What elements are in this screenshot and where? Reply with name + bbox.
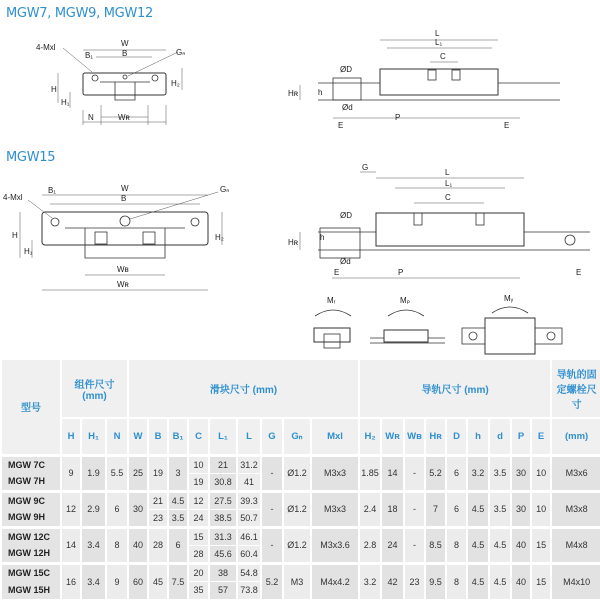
- table-cell: 5.5: [106, 455, 128, 491]
- table-cell: 3: [168, 455, 188, 491]
- dimension-label: P: [398, 268, 404, 277]
- table-row: [1, 455, 600, 473]
- table-cell: 5.2: [425, 455, 446, 491]
- table-cell: 19: [148, 455, 168, 491]
- column-header: C: [188, 418, 209, 455]
- dimension-label: Ød: [340, 257, 351, 266]
- table-cell: M4x8: [551, 527, 600, 563]
- table-cell: 10: [531, 491, 551, 527]
- table-cell: 6: [168, 527, 188, 563]
- column-header: H: [61, 418, 81, 455]
- table-cell: 38: [209, 563, 237, 581]
- table-cell: 30: [511, 455, 531, 491]
- table-cell: 14: [61, 527, 81, 563]
- table-cell: 6: [106, 491, 128, 527]
- table-cell: 45: [148, 563, 168, 599]
- table-cell: 50.7: [237, 509, 261, 527]
- table-cell: 4.5: [467, 491, 489, 527]
- table-cell: 4.5: [489, 527, 511, 563]
- dimension-label: E: [338, 121, 344, 130]
- dimension-label: W: [121, 39, 129, 48]
- table-cell: 3.5: [489, 455, 511, 491]
- table-cell: M3x3: [311, 491, 359, 527]
- header-rail-dimensions: 导轨尺寸 (mm): [359, 360, 551, 418]
- column-header: h: [467, 418, 489, 455]
- model-name: MGW 12H: [1, 545, 61, 563]
- table-cell: 23: [148, 509, 168, 527]
- table-cell: M3x8: [551, 491, 600, 527]
- table-cell: 1.9: [81, 455, 106, 491]
- table-cell: 28: [148, 527, 168, 563]
- table-cell: 8.5: [425, 527, 446, 563]
- table-cell: 31.2: [237, 455, 261, 473]
- table-cell: 30: [511, 491, 531, 527]
- dimension-label: Ød: [342, 103, 353, 112]
- table-cell: 20: [188, 563, 209, 581]
- model-name: MGW 15H: [1, 581, 61, 599]
- dimension-label: H₂: [171, 79, 180, 88]
- dimension-label: h: [318, 88, 323, 97]
- table-cell: 18: [381, 491, 404, 527]
- table-cell: 12: [188, 491, 209, 509]
- table-cell: -: [261, 527, 283, 563]
- table-cell: 14: [381, 455, 404, 491]
- header-rail-bolt-size: 导轨的固定螺栓尺寸: [551, 360, 600, 418]
- dimension-label: Mᵧ: [504, 294, 514, 303]
- table-cell: 2.9: [81, 491, 106, 527]
- model-name: MGW 15C: [1, 563, 61, 581]
- column-header: Wʙ: [404, 418, 425, 455]
- dimension-label: B: [121, 194, 127, 203]
- table-cell: M3: [283, 563, 311, 599]
- dimension-label: H: [12, 231, 18, 240]
- table-cell: 6: [446, 491, 467, 527]
- dimension-label: C: [440, 52, 446, 61]
- dimension-label: B₁: [85, 51, 94, 60]
- table-cell: 5.2: [261, 563, 283, 599]
- model-name: MGW 9C: [1, 491, 61, 509]
- dimension-label: Hʀ: [288, 238, 299, 247]
- table-cell: Ø1.2: [283, 491, 311, 527]
- table-cell: 41: [237, 473, 261, 491]
- table-cell: 45.6: [209, 545, 237, 563]
- moment-my-diagram: [462, 294, 562, 354]
- dimension-label: C: [445, 193, 451, 202]
- table-cell: 4.5: [168, 491, 188, 509]
- table-cell: 3.5: [168, 509, 188, 527]
- table-cell: 4.5: [467, 527, 489, 563]
- table-cell: -: [261, 491, 283, 527]
- dimension-label: G: [362, 163, 369, 172]
- dimension-label: E: [576, 268, 582, 277]
- table-cell: 21: [148, 491, 168, 509]
- table-cell: 15: [531, 563, 551, 599]
- table-cell: 60.4: [237, 545, 261, 563]
- section-title-mgw15: MGW15: [6, 150, 56, 165]
- moment-mr-diagram: [314, 296, 351, 348]
- column-header: B: [148, 418, 168, 455]
- header-assembly-dimensions: 组件尺寸 (mm): [61, 360, 128, 418]
- dimension-label: H₁: [61, 98, 70, 107]
- header-block-dimensions: 滑块尺寸 (mm): [128, 360, 359, 418]
- column-header: H₂: [359, 418, 381, 455]
- table-cell: 31.3: [209, 527, 237, 545]
- table-cell: 57: [209, 581, 237, 599]
- dimension-label: Hʀ: [288, 89, 299, 98]
- table-cell: 4.5: [489, 563, 511, 599]
- table-cell: 19: [188, 473, 209, 491]
- table-cell: 8: [106, 527, 128, 563]
- column-header: N: [106, 418, 128, 455]
- dimension-label: h: [320, 233, 325, 242]
- table-cell: 16: [61, 563, 81, 599]
- table-cell: 10: [531, 455, 551, 491]
- table-cell: 3.2: [467, 455, 489, 491]
- model-name: MGW 7C: [1, 455, 61, 473]
- column-header: H₁: [81, 418, 106, 455]
- dimension-label: L₁: [445, 179, 453, 188]
- table-row: [1, 527, 600, 545]
- table-cell: 3.5: [489, 491, 511, 527]
- table-cell: Ø1.2: [283, 527, 311, 563]
- table-cell: 3.2: [359, 563, 381, 599]
- header-model: 型号: [1, 360, 61, 455]
- table-cell: 38.5: [209, 509, 237, 527]
- table-cell: 9: [106, 563, 128, 599]
- dimension-label: B: [122, 49, 128, 58]
- dimension-label: L₁: [435, 38, 443, 47]
- table-cell: 54.8: [237, 563, 261, 581]
- table-cell: 25: [128, 455, 148, 491]
- table-cell: 3.4: [81, 527, 106, 563]
- table-cell: 28: [188, 545, 209, 563]
- table-cell: 7.5: [168, 563, 188, 599]
- table-cell: 27.5: [209, 491, 237, 509]
- column-header: Mxl: [311, 418, 359, 455]
- dimension-label: 4-Mxl: [36, 43, 56, 52]
- dimension-label: N: [88, 113, 94, 122]
- specification-table: [0, 360, 600, 599]
- table-cell: 24: [381, 527, 404, 563]
- table-cell: M3x3: [311, 455, 359, 491]
- mgw15-front-view: [3, 184, 229, 290]
- table-cell: 23: [404, 563, 425, 599]
- table-cell: 35: [188, 581, 209, 599]
- table-cell: 1.85: [359, 455, 381, 491]
- table-cell: 8: [446, 563, 467, 599]
- dimension-label: Wʀ: [117, 280, 129, 289]
- table-cell: 4.5: [467, 563, 489, 599]
- model-name: MGW 12C: [1, 527, 61, 545]
- table-cell: M4x10: [551, 563, 600, 599]
- column-header: Hʀ: [425, 418, 446, 455]
- dimension-label: P: [395, 113, 401, 122]
- table-cell: 2.4: [359, 491, 381, 527]
- table-cell: 21: [209, 455, 237, 473]
- column-header: L₁: [209, 418, 237, 455]
- column-header: Wʀ: [381, 418, 404, 455]
- table-cell: 24: [188, 509, 209, 527]
- table-cell: 42: [381, 563, 404, 599]
- table-cell: M3x6: [551, 455, 600, 491]
- dimension-label: Gₙ: [176, 48, 186, 57]
- column-header: G: [261, 418, 283, 455]
- dimension-label: H₁: [24, 247, 33, 256]
- table-cell: 12: [61, 491, 81, 527]
- table-row: [1, 491, 600, 509]
- table-cell: 15: [188, 527, 209, 545]
- dimension-label: ØD: [340, 211, 352, 220]
- model-name: MGW 7H: [1, 473, 61, 491]
- column-header: W: [128, 418, 148, 455]
- mgw7-front-view: [36, 39, 185, 125]
- column-header: B₁: [168, 418, 188, 455]
- column-header: E: [531, 418, 551, 455]
- model-name: MGW 9H: [1, 509, 61, 527]
- dimension-label: L: [445, 168, 450, 177]
- moment-mp-diagram: [370, 296, 445, 343]
- dimension-label: ØD: [340, 65, 352, 74]
- column-header: Gₙ: [283, 418, 311, 455]
- dimension-label: Mᵣ: [327, 296, 336, 305]
- dimension-label: Wʙ: [117, 265, 129, 274]
- table-cell: 73.8: [237, 581, 261, 599]
- dimension-label: E: [504, 121, 510, 130]
- table-cell: 39.3: [237, 491, 261, 509]
- table-cell: Ø1.2: [283, 455, 311, 491]
- table-cell: -: [261, 455, 283, 491]
- dimension-label: Mₚ: [400, 296, 411, 305]
- table-cell: -: [404, 527, 425, 563]
- column-header: P: [511, 418, 531, 455]
- dimension-label: L: [435, 29, 440, 38]
- column-header: (mm): [551, 418, 600, 455]
- table-cell: 7: [425, 491, 446, 527]
- section-title-mgw7-9-12: MGW7, MGW9, MGW12: [6, 6, 153, 21]
- table-cell: 30: [128, 491, 148, 527]
- dimension-label: E: [334, 268, 340, 277]
- table-cell: 3.4: [81, 563, 106, 599]
- dimension-label: W: [121, 184, 129, 193]
- table-cell: 6: [446, 455, 467, 491]
- column-header: d: [489, 418, 511, 455]
- table-cell: M4x4.2: [311, 563, 359, 599]
- table-cell: 40: [511, 563, 531, 599]
- table-cell: -: [404, 491, 425, 527]
- table-cell: 46.1: [237, 527, 261, 545]
- table-cell: 40: [511, 527, 531, 563]
- table-cell: 8: [446, 527, 467, 563]
- dimension-label: H: [51, 85, 57, 94]
- dimension-label: Gₙ: [220, 185, 230, 194]
- table-cell: M3x3.6: [311, 527, 359, 563]
- table-cell: 2.8: [359, 527, 381, 563]
- table-cell: 40: [128, 527, 148, 563]
- table-cell: 9: [61, 455, 81, 491]
- dimension-label: B₁: [48, 186, 57, 195]
- dimension-label: 4-Mxl: [3, 193, 23, 202]
- table-cell: -: [404, 455, 425, 491]
- table-cell: 9.5: [425, 563, 446, 599]
- mgw7-side-view: [288, 29, 560, 130]
- table-cell: 10: [188, 455, 209, 473]
- dimension-label: H₂: [215, 233, 224, 242]
- dimension-label: Wʀ: [118, 113, 130, 122]
- column-header: L: [237, 418, 261, 455]
- table-cell: 15: [531, 527, 551, 563]
- column-header: D: [446, 418, 467, 455]
- table-row: [1, 563, 600, 581]
- table-cell: 60: [128, 563, 148, 599]
- mgw15-side-view: [288, 163, 590, 278]
- table-cell: 30.8: [209, 473, 237, 491]
